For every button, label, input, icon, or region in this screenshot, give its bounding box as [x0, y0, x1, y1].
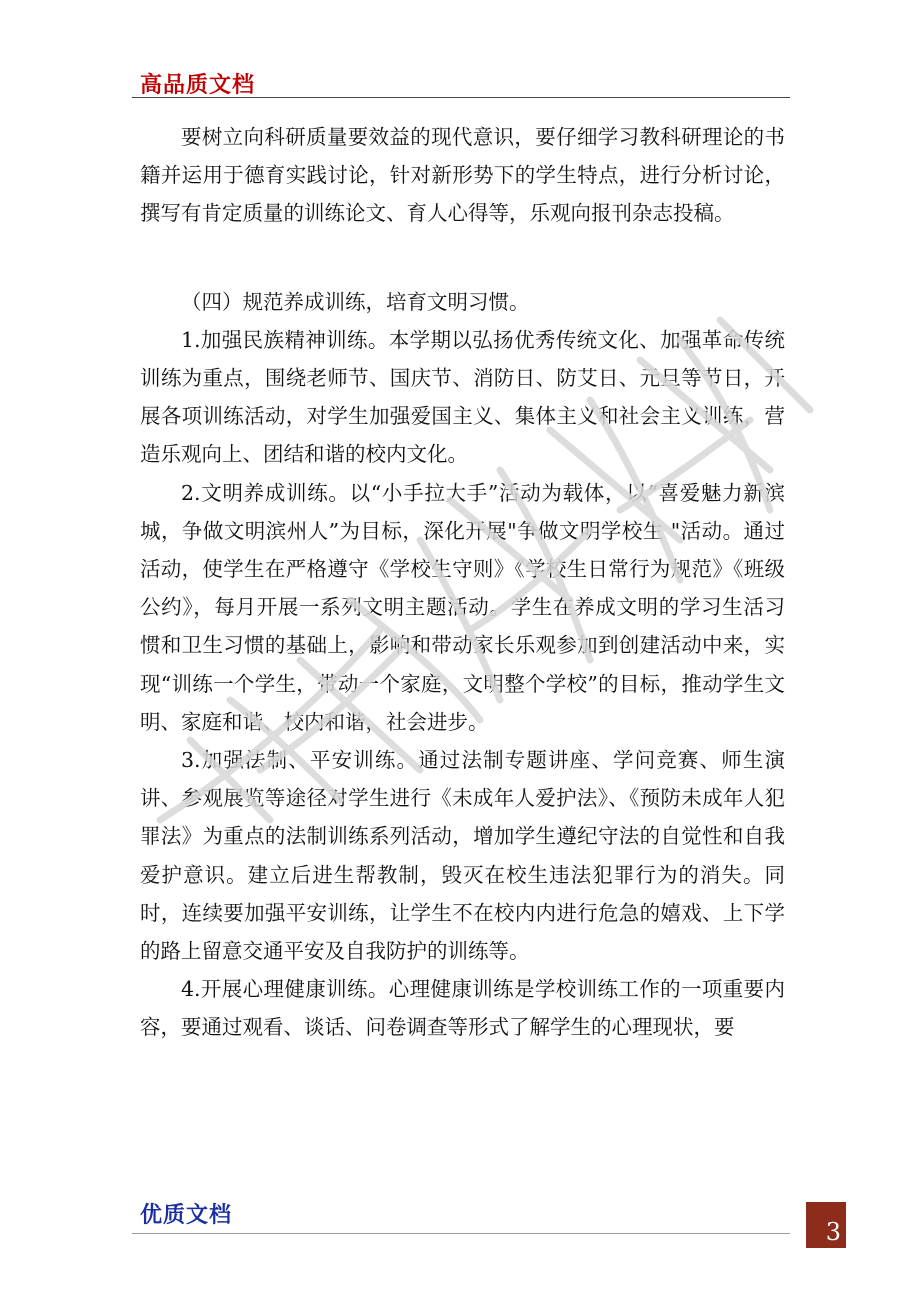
page-number-badge: [806, 1202, 846, 1248]
paragraph-mental-health: 4.开展心理健康训练。心理健康训练是学校训练工作的一项重要内容，要通过观看、谈话、问卷调查等形式了解学生的心理现状，要: [140, 977, 785, 1040]
section-heading-4: （四）规范养成训练，培育文明习惯。: [181, 289, 530, 314]
footer-divider: [132, 1233, 790, 1234]
paragraph-national-spirit: 1.加强民族精神训练。本学期以弘扬优秀传统文化、加强革命传统训练为重点，围绕老师节、国庆节、消防日、防艾日、元旦等节日，开展各项训练活动，对学生加强爱国主义、集体主义和社会主义训练，营造乐观向上、团结和谐的校内文化。: [140, 327, 785, 467]
page-number: 3: [825, 1218, 841, 1246]
header-divider: [132, 97, 790, 98]
header-title: 高品质文档: [140, 72, 256, 98]
paragraph-gap: [140, 233, 785, 283]
document-body: [140, 118, 785, 1047]
footer-title: 优质文档: [140, 1202, 233, 1228]
paragraph-civility: 2.文明养成训练。以“小手拉大手”活动为载体，以“喜爱魅力新滨城，争做文明滨州人”为目标，深化开展"争做文明学校生 "活动。通过活动，使学生在严格遵守《学校生守则》《学校生日常行为规范》《班级公约》，每月开展一系列文明主题活动。学生在养成文明的学习生活习惯和卫生习惯的基础上，影响和带动家长乐观参加到创建活动中来，实现“训练一个学生，带动一个家庭，文明整个学校”的目标，推动学生文明、家庭和谐、校内和谐，社会进步。: [140, 480, 785, 734]
paragraph-research: 要树立向科研质量要效益的现代意识，要仔细学习教科研理论的书籍并运用于德育实践讨论，针对新形势下的学生特点，进行分析讨论，撰写有肯定质量的训练论文、育人心得等，乐观向报刊杂志投稿。: [140, 125, 785, 226]
paragraph-legal-safety: 3.加强法制、平安训练。通过法制专题讲座、学问竞赛、师生演讲、参观展览等途径对学生进行《未成年人爱护法》、《预防未成年人犯罪法》为重点的法制训练系列活动，增加学生遵纪守法的自觉性和自我爱护意识。建立后进生帮教制，毁灭在校生违法犯罪行为的消失。同时，连续要加强平安训练，让学生不在校内内进行危急的嬉戏、上下学的路上留意交通平安及自我防护的训练等。: [140, 748, 785, 964]
